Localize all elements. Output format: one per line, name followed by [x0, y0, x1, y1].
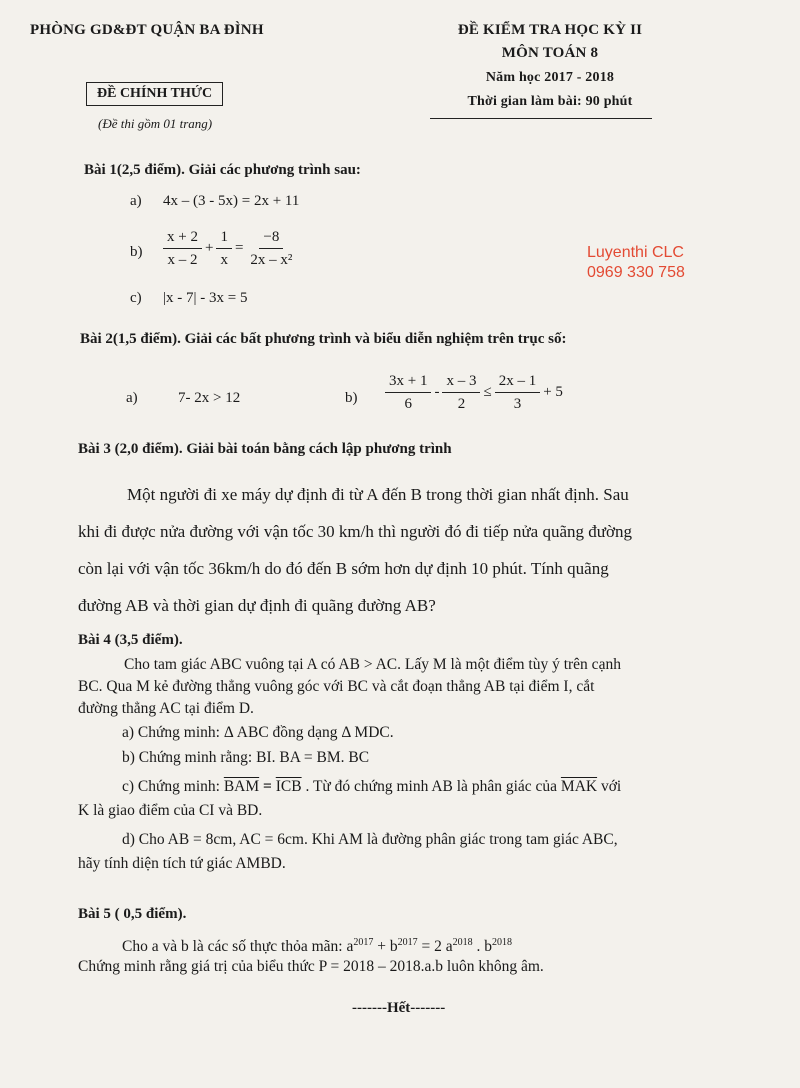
fraction	[246, 228, 296, 269]
plus-five: + 5	[543, 384, 563, 400]
official-badge: ĐỀ CHÍNH THỨC	[86, 82, 223, 106]
bai2-b-inequality	[382, 372, 563, 413]
numerator: 1	[216, 228, 232, 249]
denominator: 3	[513, 396, 522, 412]
end-marker: -------Hết-------	[352, 1000, 446, 1016]
bai1-b-equation	[160, 228, 299, 269]
denominator: 2x – x²	[250, 252, 293, 268]
fraction	[442, 372, 480, 413]
minus-sign: -	[434, 384, 440, 400]
watermark-phone: 0969 330 758	[587, 264, 685, 281]
angle-mak: $\overline{MAK}$	[560, 778, 598, 795]
exponent: 2017	[353, 937, 374, 948]
denominator: 2	[457, 396, 466, 412]
bai1-c-label: c)	[130, 290, 142, 306]
less-equal-sign: ≤	[483, 384, 492, 400]
denominator: 6	[404, 396, 412, 412]
bai1-b-label: b)	[130, 244, 143, 260]
bai4-line1: Cho tam giác ABC vuông tại A có AB > AC. Lấy M là một điểm tùy ý trên cạnh	[124, 656, 621, 673]
watermark-name: Luyenthi CLC	[587, 244, 684, 261]
bai5-line2: Chứng minh rằng giá trị của biểu thức P = 2018 – 2018.a.b luôn không âm.	[78, 958, 544, 975]
exam-subject: MÔN TOÁN 8	[501, 45, 599, 61]
bai2-a-label: a)	[126, 390, 138, 406]
bai2-a-inequality: 7- 2x > 12	[178, 390, 241, 406]
bai4-line2: BC. Qua M kẻ đường thẳng vuông góc với BC và cắt đoạn thẳng AB tại điểm I, cắt	[78, 678, 595, 695]
numerator: −8	[259, 228, 283, 249]
pages-note: (Đề thi gồm 01 trang)	[98, 116, 213, 131]
fraction	[385, 372, 431, 413]
fraction	[495, 372, 541, 413]
time-limit: Thời gian làm bài: 90 phút	[467, 94, 633, 109]
numerator: 3x + 1	[385, 372, 431, 393]
bai2-title: Bài 2(1,5 điểm). Giải các bất phương trình và biểu diễn nghiệm trên trục số:	[80, 331, 567, 347]
bai3-line3: còn lại với vận tốc 36km/h do đó đến B sớm hơn dự định 10 phút. Tính quãng	[78, 559, 609, 578]
text: c) Chứng minh:	[122, 778, 220, 795]
bai4-line3: đường thẳng AC tại điểm D.	[78, 700, 254, 717]
bai4-part-c-line2: K là giao điểm của CI và BD.	[78, 802, 263, 819]
denominator: x	[220, 252, 228, 268]
text: với	[600, 778, 622, 795]
bai3-line4: đường AB và thời gian dự định đi quãng đường AB?	[78, 596, 436, 615]
department: PHÒNG GD&ĐT QUẬN BA ĐÌNH	[30, 22, 264, 38]
numerator: x – 3	[442, 372, 480, 393]
bai4-part-d: d) Cho AB = 8cm, AC = 6cm. Khi AM là đường phân giác trong tam giác ABC,	[122, 831, 618, 848]
numerator: x + 2	[163, 228, 202, 249]
bai4-title: Bài 4 (3,5 điểm).	[78, 632, 183, 648]
text: . Từ đó chứng minh AB là phân giác của	[305, 778, 558, 795]
exponent: 2017	[397, 937, 418, 948]
bai3-title: Bài 3 (2,0 điểm). Giải bài toán bằng cách lập phương trình	[78, 441, 452, 457]
exponent: 2018	[452, 937, 473, 948]
fraction	[216, 228, 232, 269]
bai1-c-equation: |x - 7| - 3x = 5	[163, 290, 248, 306]
exponent: 2018	[492, 937, 512, 948]
denominator: x – 2	[167, 252, 198, 268]
plus-sign: +	[204, 240, 214, 256]
bai4-part-d-line2: hãy tính diện tích tứ giác AMBD.	[78, 855, 286, 872]
bai4-part-c	[122, 776, 621, 797]
equals-sign: =	[263, 778, 272, 795]
bai1-title: Bài 1(2,5 điểm). Giải các phương trình sau:	[84, 162, 361, 178]
angle-icb: $\overline{ICB}$	[275, 778, 302, 795]
header-underline	[430, 118, 652, 119]
text: Cho a và b là các số thực thỏa mãn:	[122, 938, 343, 956]
bai1-a-label: a)	[130, 193, 142, 209]
bai2-b-label: b)	[345, 390, 358, 406]
bai4-part-a: a) Chứng minh: Δ ABC đồng dạng Δ MDC.	[122, 724, 394, 741]
equals-sign: =	[234, 240, 244, 256]
bai4-part-b: b) Chứng minh rằng: BI. BA = BM. BC	[122, 749, 370, 766]
bai3-line2: khi đi được nửa đường với vận tốc 30 km/h thì người đó đi tiếp nửa quãng đường	[78, 522, 632, 541]
bai5-line1: Cho a và b là các số thực thỏa mãn: $a^{2017} + b^{2017} = 2$ $a^{2018}$ . $b^{2018}$	[122, 937, 512, 956]
fraction	[163, 228, 202, 269]
numerator: 2x – 1	[495, 372, 541, 393]
exam-title: ĐỀ KIỂM TRA HỌC KỲ II	[457, 22, 643, 38]
bai1-a-equation: 4x – (3 - 5x) = 2x + 11	[163, 193, 300, 209]
bai5-title: Bài 5 ( 0,5 điểm).	[78, 906, 187, 922]
bai3-line1: Một người đi xe máy dự định đi từ A đến B trong thời gian nhất định. Sau	[127, 485, 629, 504]
angle-bam: $\overline{BAM}$	[223, 778, 260, 795]
school-year: Năm học 2017 - 2018	[485, 70, 615, 85]
